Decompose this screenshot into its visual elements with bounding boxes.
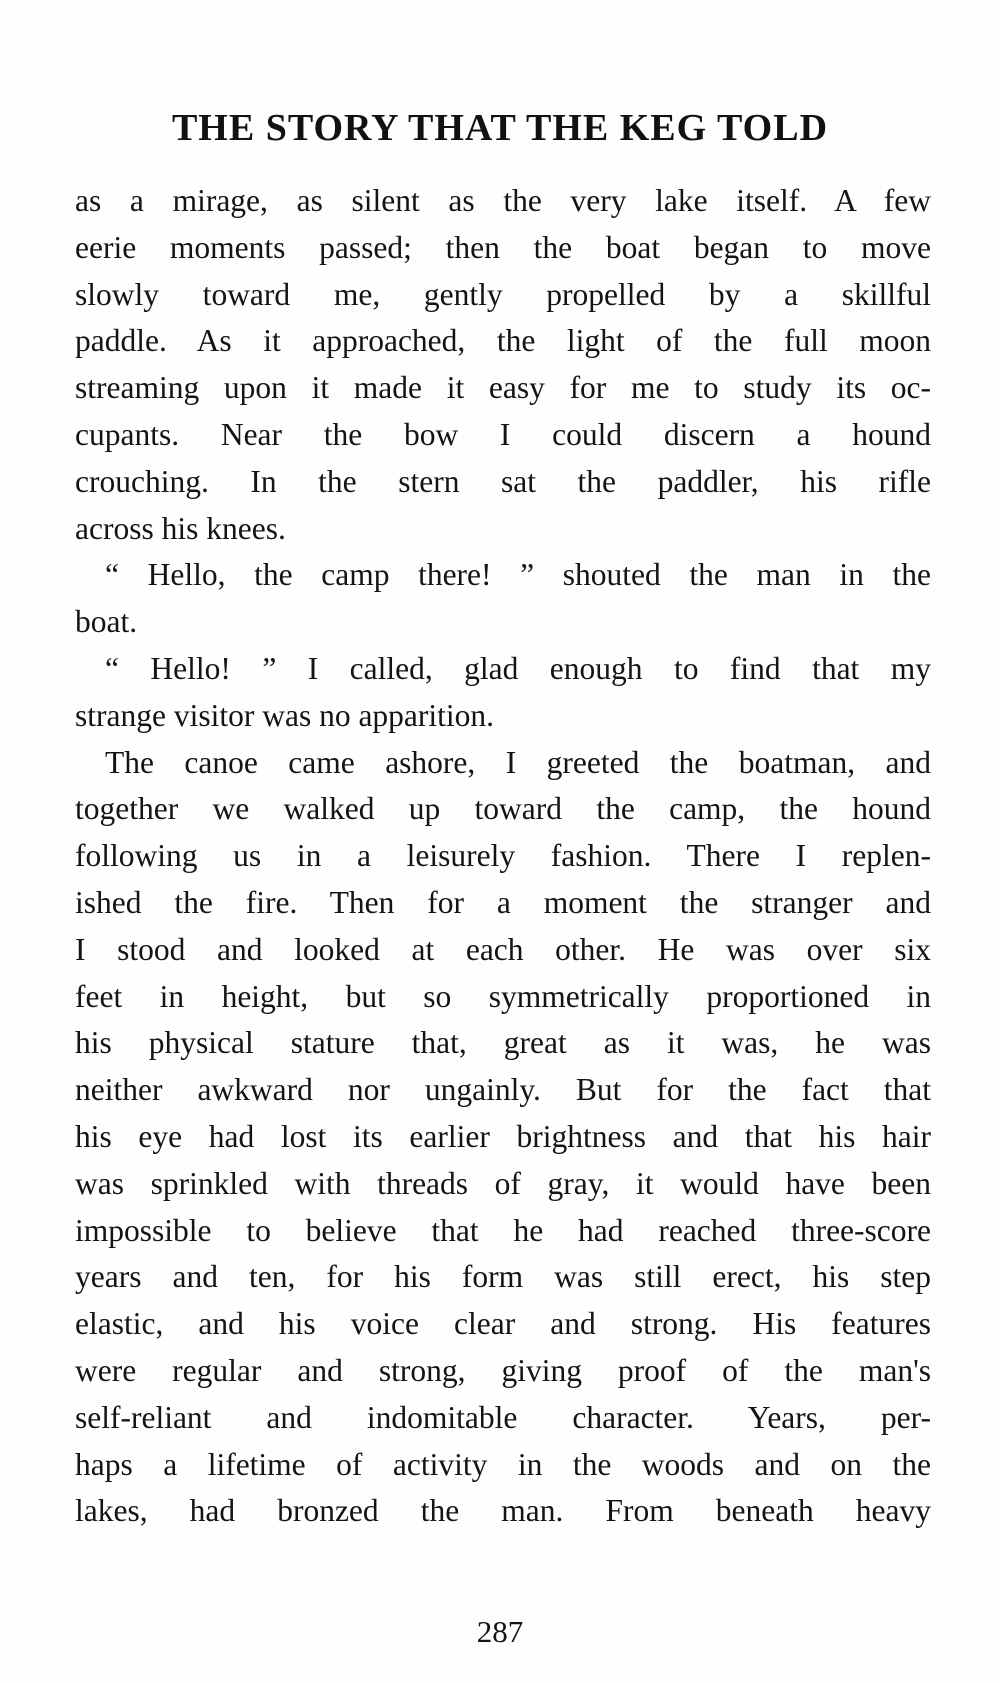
text-line: together we walked up toward the camp, the hound bbox=[75, 791, 931, 827]
text-line: cupants. Near the bow I could discern a hound bbox=[75, 416, 931, 452]
text-line: his eye had lost its earlier brightness and that his hair bbox=[75, 1118, 931, 1154]
text-line: “ Hello, the camp there! ” shouted the man in the bbox=[105, 557, 931, 593]
text-line: self-reliant and indomitable character. Years, per- bbox=[75, 1399, 931, 1435]
text-line: neither awkward nor ungainly. But for the fact that bbox=[75, 1072, 931, 1108]
text-line: elastic, and his voice clear and strong. His features bbox=[75, 1306, 931, 1342]
text-line: impossible to believe that he had reached three-score bbox=[75, 1212, 931, 1248]
text-line: was sprinkled with threads of gray, it would have been bbox=[75, 1165, 931, 1201]
text-line: paddle. As it approached, the light of the full moon bbox=[75, 323, 931, 359]
text-line: were regular and strong, giving proof of the man's bbox=[75, 1352, 931, 1388]
text-line: I stood and looked at each other. He was over six bbox=[75, 931, 931, 967]
text-line: following us in a leisurely fashion. There I replen- bbox=[75, 838, 931, 874]
text-line: The canoe came ashore, I greeted the boatman, and bbox=[105, 744, 931, 780]
text-line: “ Hello! ” I called, glad enough to find that my bbox=[105, 650, 931, 686]
text-line: across his knees. bbox=[75, 510, 286, 546]
text-line: feet in height, but so symmetrically proportioned in bbox=[75, 978, 931, 1014]
body-text bbox=[75, 178, 931, 1535]
text-line: slowly toward me, gently propelled by a skillful bbox=[75, 276, 931, 312]
text-line: as a mirage, as silent as the very lake itself. A few bbox=[75, 183, 931, 218]
text-line: strange visitor was no apparition. bbox=[75, 697, 495, 733]
text-line: streaming upon it made it easy for me to study its oc- bbox=[75, 370, 931, 406]
text-line: lakes, had bronzed the man. From beneath heavy bbox=[75, 1493, 931, 1529]
text-line: boat. bbox=[75, 604, 138, 640]
text-line: eerie moments passed; then the boat began to move bbox=[75, 229, 931, 265]
text-line: haps a lifetime of activity in the woods and on the bbox=[75, 1446, 931, 1482]
text-line: crouching. In the stern sat the paddler, his rifle bbox=[75, 463, 931, 499]
text-line: years and ten, for his form was still erect, his step bbox=[75, 1259, 931, 1295]
text-line: his physical stature that, great as it was, he was bbox=[75, 1025, 931, 1061]
text-line: ished the fire. Then for a moment the stranger and bbox=[75, 884, 931, 920]
page-number: 287 bbox=[476, 1614, 524, 1649]
running-head: THE STORY THAT THE KEG TOLD bbox=[171, 107, 829, 149]
